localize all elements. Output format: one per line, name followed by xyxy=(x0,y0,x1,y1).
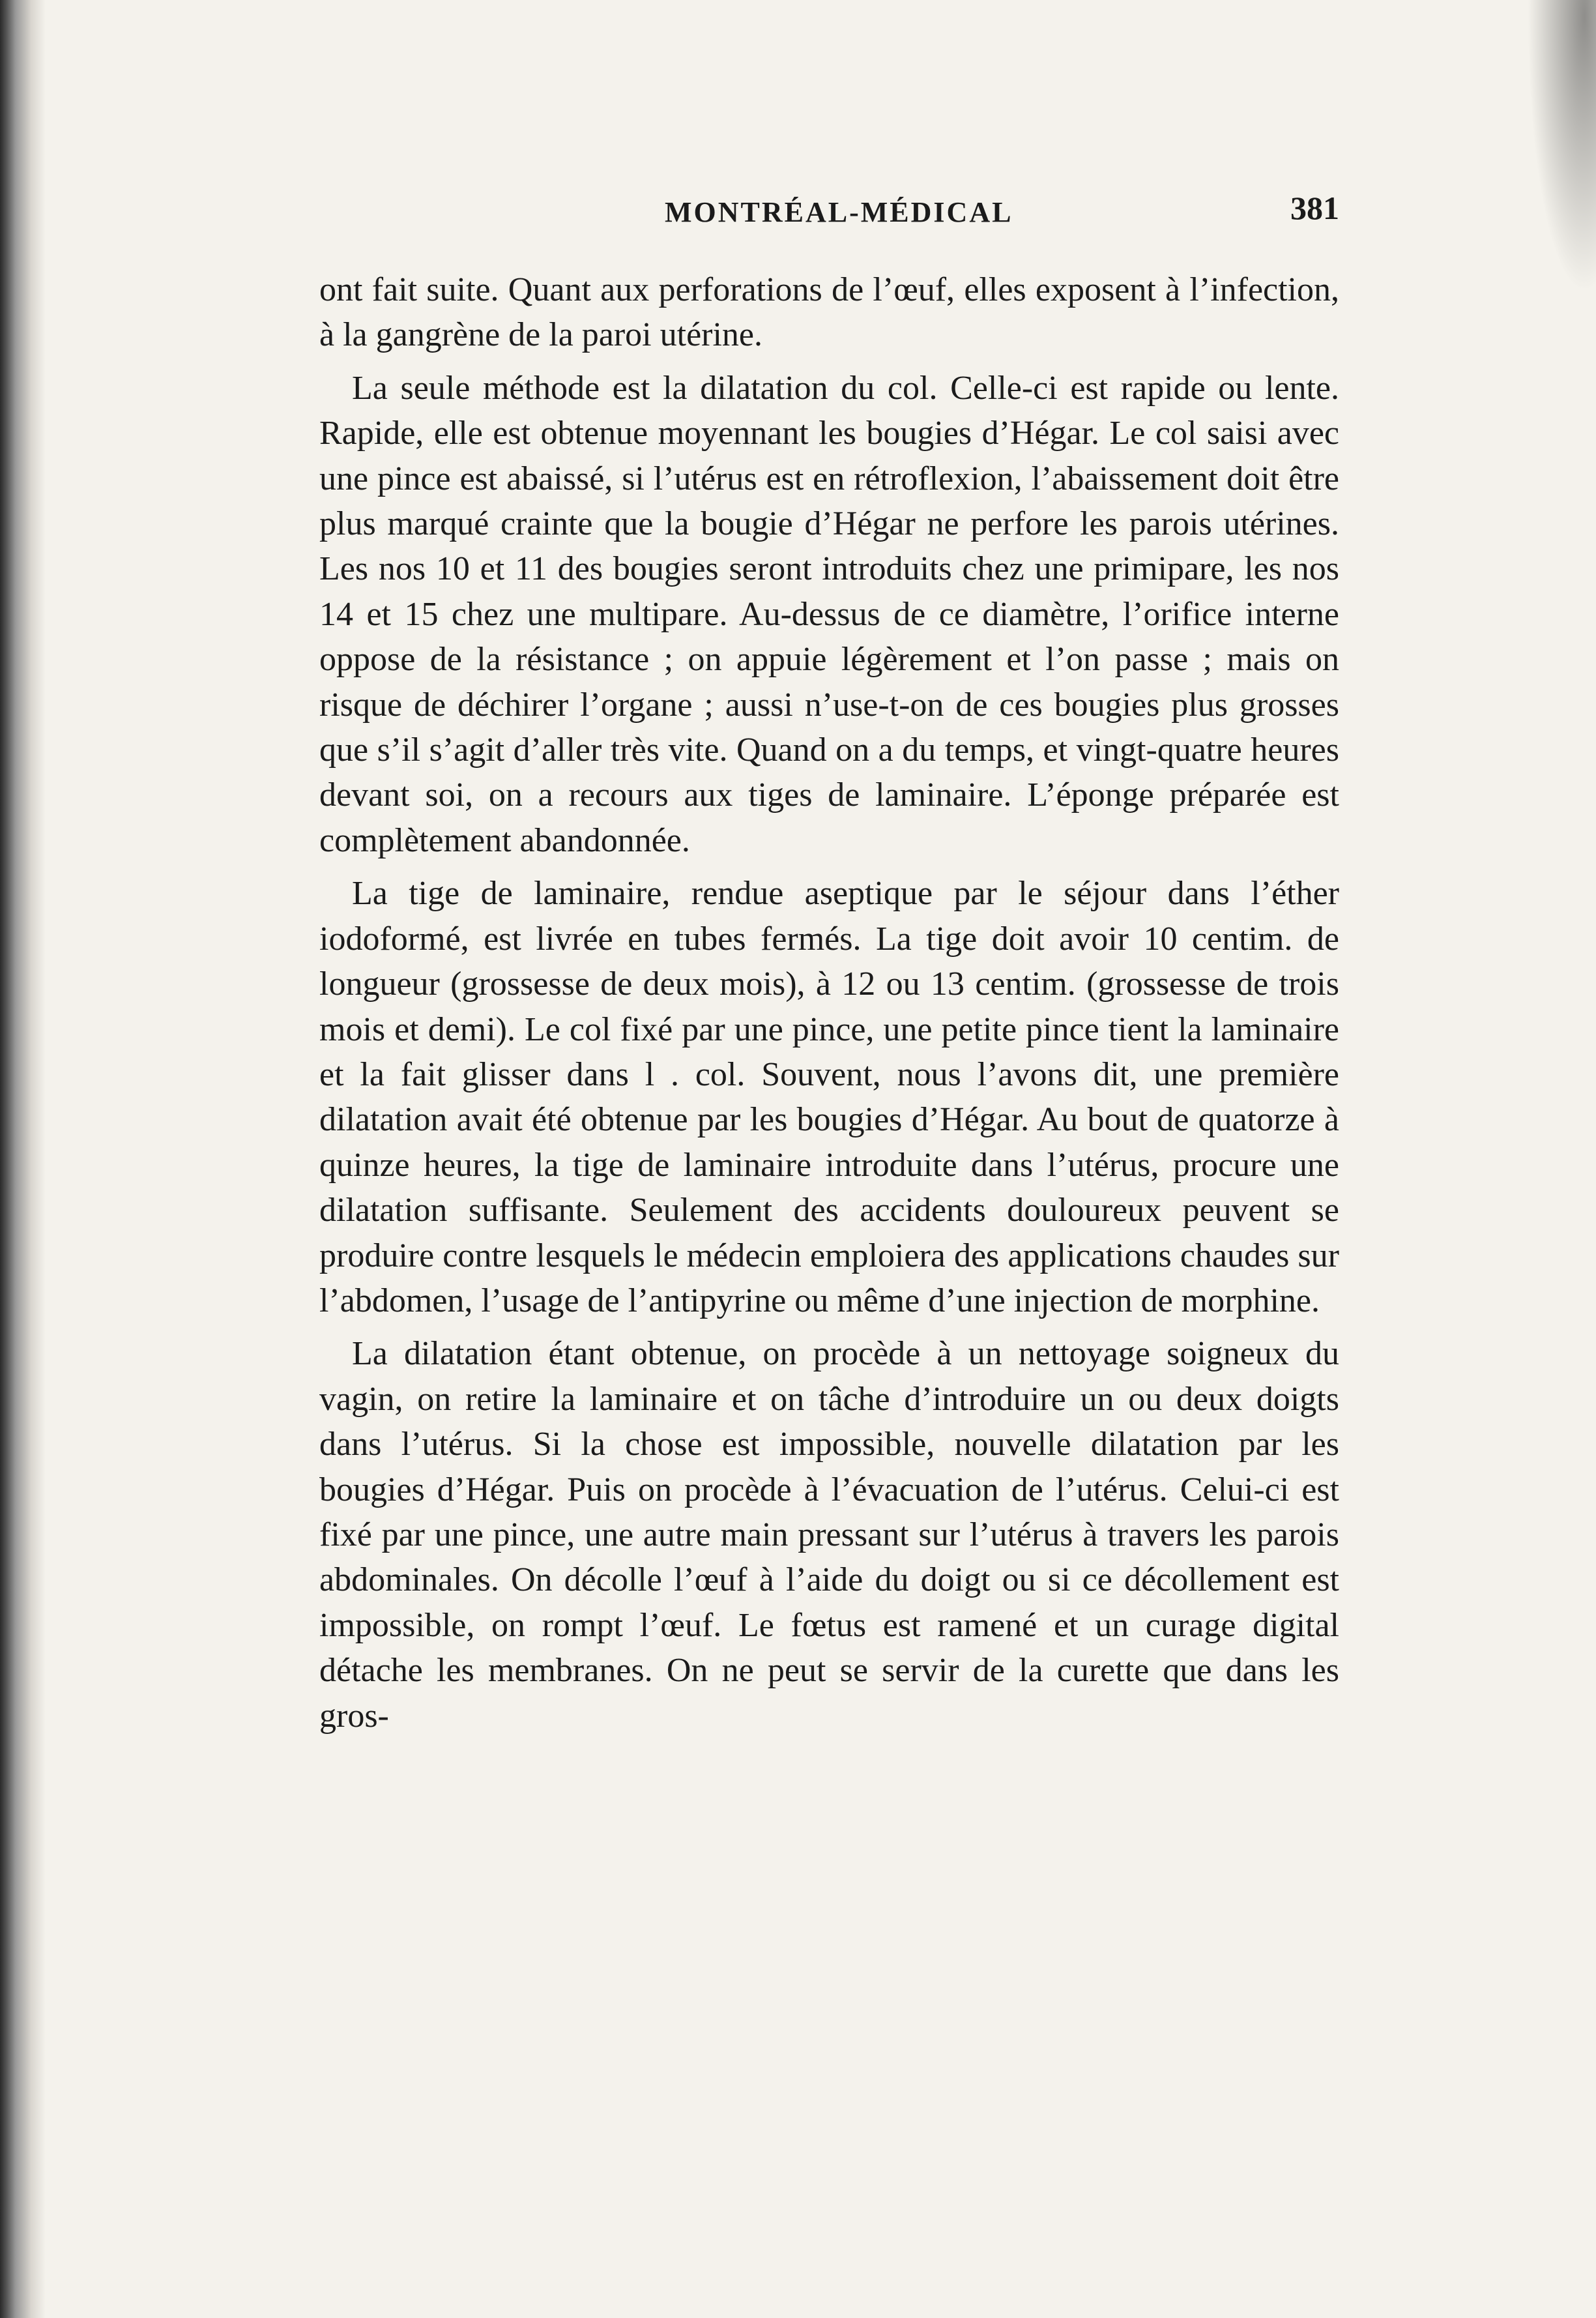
book-page xyxy=(319,0,1339,2318)
scan-edge-right xyxy=(1518,0,1596,339)
paragraph-dilatation-methods: La seule méthode est la dilatation du col. Celle-ci est rapide ou lente. Rapide, elle est obtenue moyennant les bougies d’Hégar. Le col saisi avec une pince est abaissé, si l’utérus est en rétroflexion, l’abaissement doit être plus marqué crainte que la bougie d’Hégar ne perfore les parois utérines. Les nos 10 et 11 des bougies seront introduits chez une primipare, les nos 14 et 15 chez une multipare. Au-dessus de ce diamètre, l’orifice interne oppose de la résistance ; on appuie légèrement et l’on passe ; mais on risque de déchirer l’organe ; aussi n’use-t-on de ces bougies plus grosses que s’il s’agit d’aller très vite. Quand on a du temps, et vingt-quatre heures devant soi, on a recours aux tiges de laminaire. L’éponge préparée est complètement abandonnée. xyxy=(319,369,1339,859)
scan-edge-left xyxy=(0,0,46,2318)
paragraph-evacuation: La dilatation étant obtenue, on procède à un nettoyage soigneux du vagin, on retire la laminaire et on tâche d’introduire un ou deux doigts dans l’utérus. Si la chose est impossible, nouvelle dilatation par les bougies d’Hégar. Puis on procède à l’évacuation de l’utérus. Celui-ci est fixé par une pince, une autre main pressant sur l’utérus à travers les parois abdominales. On décolle l’œuf à l’aide du doigt ou si ce décollement est impossible, on rompt l’œuf. Le fœtus est ramené et un curage digital détache les membranes. On ne peut se servir de la curette que dans les gros- xyxy=(319,1335,1339,1735)
running-head xyxy=(319,189,1339,241)
running-title: MONTRÉAL-MÉDICAL xyxy=(665,196,1013,228)
paragraph-laminaire: La tige de laminaire, rendue aseptique par le séjour dans l’éther iodoformé, est livrée en tubes fermés. La tige doit avoir 10 centim. de longueur (grossesse de deux mois), à 12 ou 13 centim. (grossesse de trois mois et demi). Le col fixé par une pince, une petite pince tient la laminaire et la fait glisser dans l . col. Souvent, nous l’avons dit, une première dilatation avait été obtenue par les bougies d’Hégar. Au bout de quatorze à quinze heures, la tige de laminaire introduite dans l’utérus, procure une dilatation suffisante. Seulement des accidents douloureux peuvent se produire contre lesquels le médecin emploiera des applications chaudes sur l’abdomen, l’usage de l’antipyrine ou même d’une injection de morphine. xyxy=(319,875,1339,1319)
page-number: 381 xyxy=(1290,190,1339,226)
paragraph-continuation: ont fait suite. Quant aux perforations de l’œuf, elles exposent à l’infection, à la gangrène de la paroi utérine. xyxy=(319,271,1339,354)
body-text xyxy=(319,267,1339,1746)
